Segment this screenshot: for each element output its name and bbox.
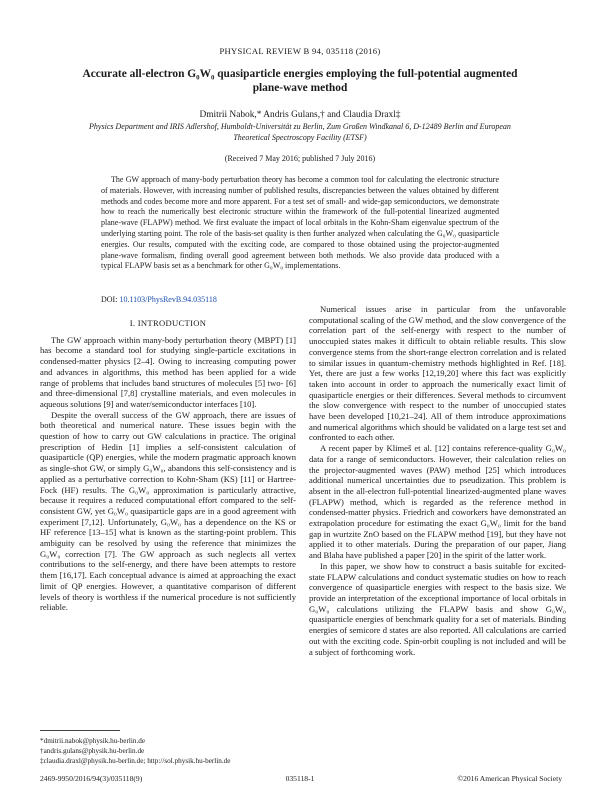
paragraph: A recent paper by Klimeš et al. [12] contains reference-quality G₀W₀ data for a range of semiconductors. However, their calculation relies on the projector-augmented waves (PAW) method [25] which introduces additional numerical uncertainties due to pseudization. This problem is absent in the all-electron full-potential linearized-augmented plane waves (FLAPW) method, which is regarded as the reference method in condensed-matter physics. Friedrich and coworkers have demonstrated an extrapolation procedure for estimating the exact G₀W₀ limit for the band gap in wurtzite ZnO based on the FLAPW method [19], but they have not applied it to other materials. During the preparation of our paper, Jiang and Blaha have published a paper [20] in the spirit of the latter work. xyxy=(309,443,566,561)
section-heading: I. INTRODUCTION xyxy=(129,318,207,328)
author-list: Dmitrii Nabok,* Andris Gulans,† and Claudia Draxl‡ xyxy=(199,110,401,120)
abstract: The GW approach of many-body perturbation theory has become a common tool for calculating the electronic structure of materials. However, with increasing number of published results, discrepancies between the values obtained by different methods and codes become more and more apparent. For a test set of small- and wide-gap semiconductors, we demonstrate how to reach the numerically best electronic structure within the framework of the full-potential linearized augmented plane-wave (FLAPW) method. We first evaluate the impact of local orbitals in the Kohn-Sham eigenvalue spectrum of the underlying starting point. The role of the basis-set quality is then further analyzed when calculating the G₀W₀ quasiparticle energies. Our results, computed with the exciting code, are compared to those obtained using the projector-augmented plane-wave formalism, finding overall good agreement between both methods. We also provide data produced with a typical FLAPW basis set as a benchmark for other G₀W₀ implementations. xyxy=(101,175,499,271)
paragraph: Despite the overall success of the GW approach, there are issues of both theoretical and numerical nature. These issues begin with the question of how to carry out GW calculations in practice. The original prescription of Hedin [1] implies a self-consistent calculation of quasiparticle (QP) energies, while the modern pragmatic approach known as single-shot GW, or simply G₀W₀, abandons this self-consistency and is applied as a perturbative correction to Kohn-Sham (KS) [11] or Hartree-Fock (HF) results. The G₀W₀ approximation is particularly attractive, because it requires a reduced computational effort compared to the self-consistent GW, yet G₀W₀ quasiparticle gaps are in a good agreement with experiment [7,12]. Unfortunately, G₀W₀ has a dependence on the KS or HF reference [13–15] what is known as the starting-point problem. This ambiguity can be resolved by using the reference that minimizes the G₀W₀ correction [7]. The GW approach as such neglects all vertex contributions to the self-energy, and there have been attempts to restore them [16,17]. Each conceptual advance is aimed at approaching the exact limit of QP energies. However, a quantitative comparison of different levels of theory is worthless if the numerical procedure is not sufficiently reliable. xyxy=(40,409,296,613)
received-dates: (Received 7 May 2016; published 7 July 2016) xyxy=(224,154,376,163)
doi-label: DOI: xyxy=(101,295,118,304)
paragraph: Numerical issues arise in particular from the unfavorable computational scaling of the GW method, and the slow convergence of the correlation part of the self-energy with respect to the number of unoccupied states makes it difficult to obtain reliable results. This slow convergence stems from the short-range electron correlation and is related to similar issues in quantum-chemistry methods highlighted in Ref. [18]. Yet, there are just a few works [12,19,20] where this fact was explicitly taken into account in order to approach the numerically exact limit of quasiparticle energies or their differences. Several methods to circumvent the slow convergence with respect to the number of unoccupied states have been developed [10,21–24]. All of them introduce approximations and numerical algorithms which should be validated on a large test set and confronted to each other. xyxy=(309,304,566,443)
footnote-divider xyxy=(40,730,120,731)
affiliation: Physics Department and IRIS Adlershof, Humboldt-Universität zu Berlin, Zum Großen Windkanal 6, D-12489 Berlin and European Theoretical Spectroscopy Facility (ETSF) xyxy=(89,122,511,142)
right-column xyxy=(309,304,566,657)
footnote: †andris.gulans@physik.hu-berlin.de xyxy=(40,747,145,755)
footnote: ‡claudia.draxl@physik.hu-berlin.de; http://sol.physik.hu-berlin.de xyxy=(40,757,231,765)
footnote: *dmitrii.nabok@physik.hu-berlin.de xyxy=(40,737,146,745)
left-column xyxy=(40,318,296,613)
paragraph: In this paper, we show how to construct a basis suitable for excited-state FLAPW calculations and conduct systematic studies on how to reach convergence of quasiparticle energies with respect to the basis size. We provide an interpretation of the exceptional importance of local orbitals in G₀W₀ calculations utilizing the FLAPW basis and show G₀W₀ quasiparticle energies of benchmark quality for a set of materials. Binding energies of semicore d states are also reported. All calculations are carried out with the exciting code. Spin-orbit coupling is not included and will be a subject of forthcoming work. xyxy=(309,560,566,657)
footer-copyright: ©2016 American Physical Society xyxy=(457,774,562,783)
doi-line xyxy=(101,295,217,304)
journal-header: PHYSICAL REVIEW B 94, 035118 (2016) xyxy=(219,46,381,56)
footer-issn: 2469-9950/2016/94(3)/035118(9) xyxy=(40,774,143,783)
doi-link[interactable]: 10.1103/PhysRevB.94.035118 xyxy=(119,295,217,304)
paper-title: Accurate all-electron G₀W₀ quasiparticle energies employing the full-potential augmented plane-wave method xyxy=(82,68,518,94)
paragraph: The GW approach within many-body perturbation theory (MBPT) [1] has become a standard tool for studying single-particle excitations in condensed-matter physics [2–4]. Owing to increasing computing power and advances in algorithms, this method has been applied for a wide range of problems that includes band structures of molecules [5] two- [6] and three-dimensional [7,8] crystalline materials, and even molecules in aqueous solutions [9] and water/semiconductor interfaces [10]. xyxy=(40,334,296,409)
footer-page-number: 035118-1 xyxy=(285,774,315,783)
